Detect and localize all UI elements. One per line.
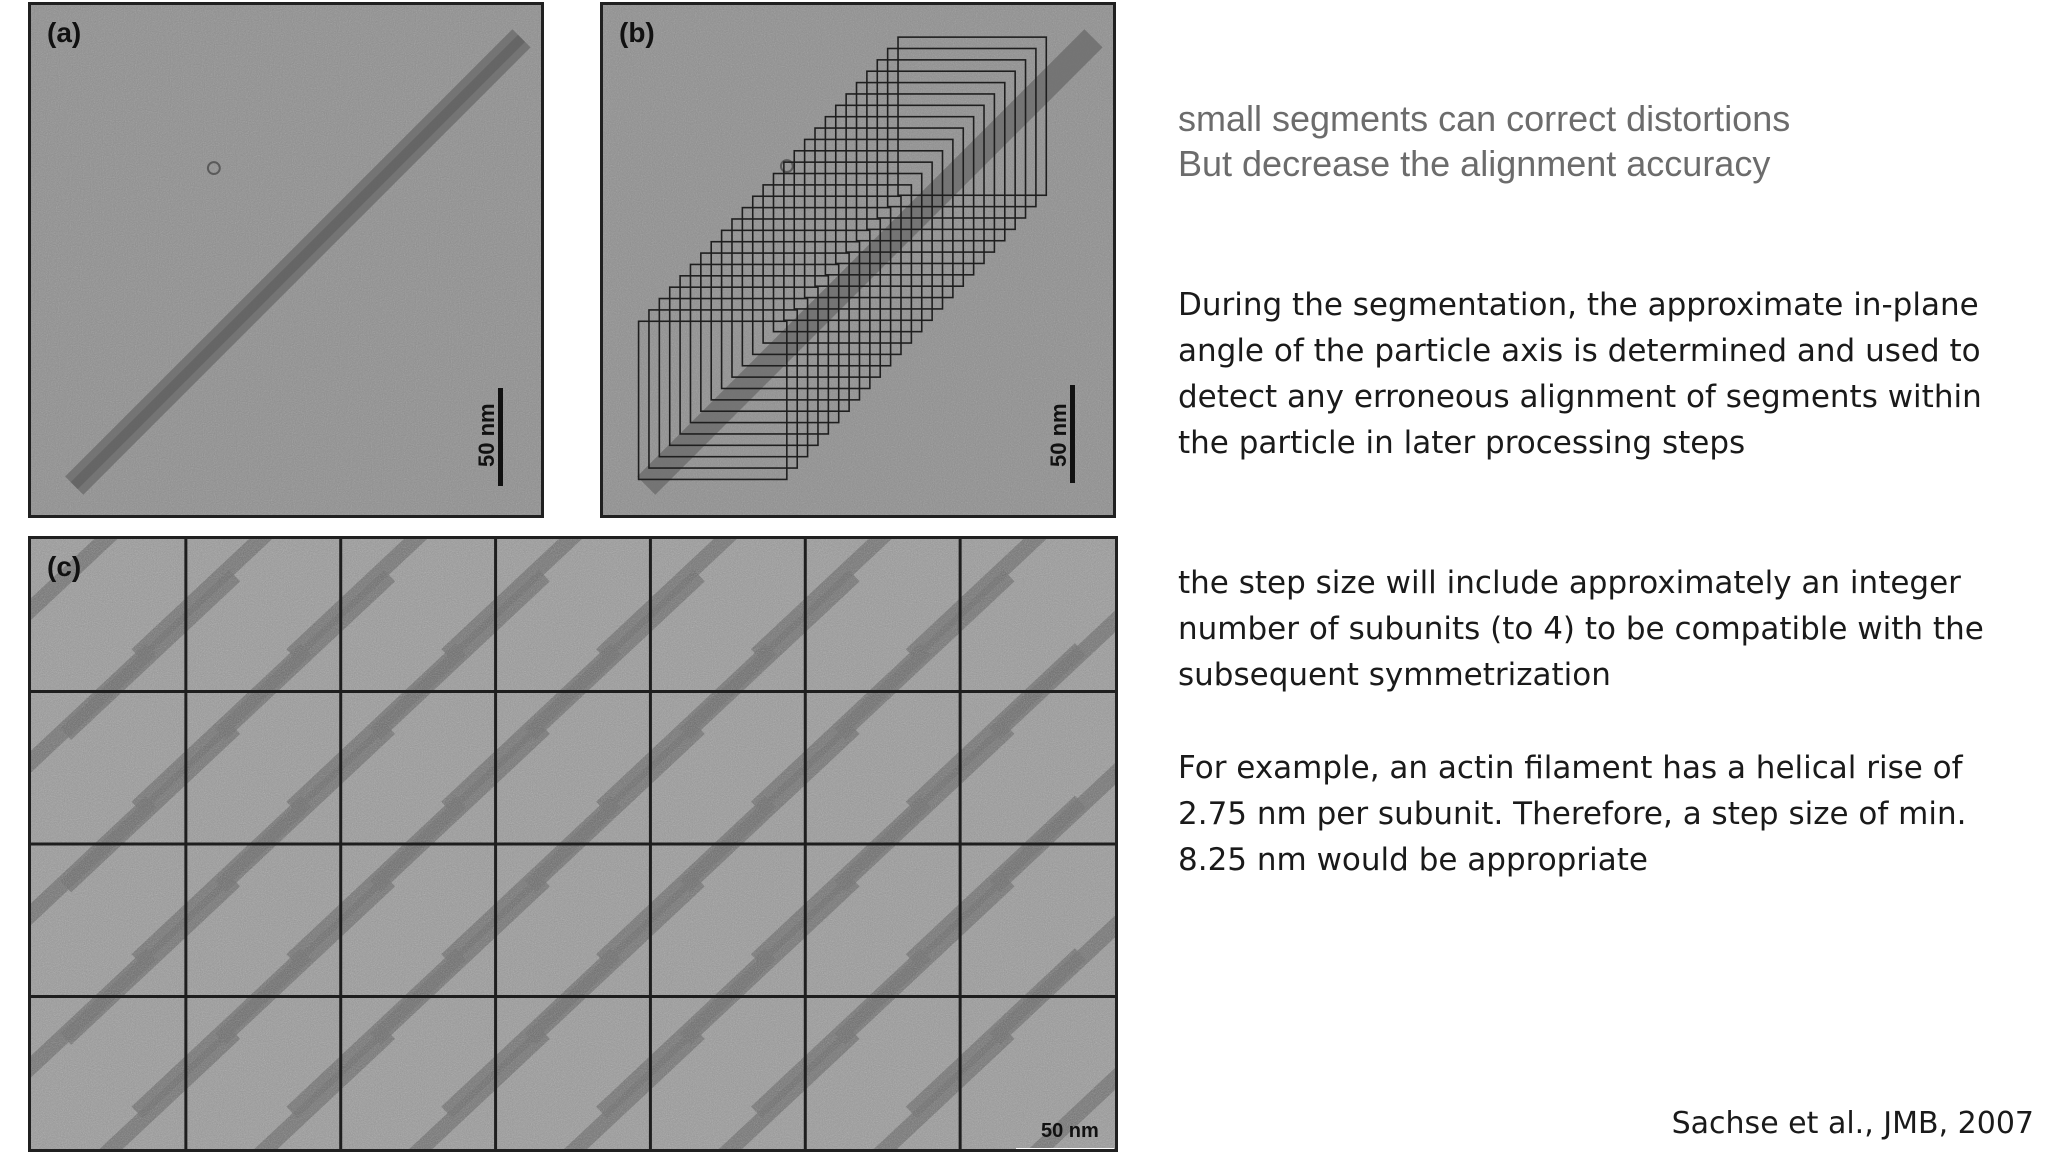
paragraph-step-size: the step size will include approximately an integer number of subunits (to 4) to be compatible with the subsequent symmetrization [1178,565,1984,693]
paragraph-segmentation: During the segmentation, the approximate in-plane angle of the particle axis is determined and used to detect any erroneous alignment of segments within the particle in later processing steps [1178,287,1982,461]
segment-gallery [31,539,1115,1149]
panel-label-c: (c) [47,551,82,582]
gray-notes [1178,96,1998,186]
scale-label-a: 50 nm [474,403,499,467]
gray-note-line-1: small segments can correct distortions [1178,98,1791,139]
micrograph-panel-c [28,536,1118,1152]
panel-label-a: (a) [47,17,82,48]
panel-label-b: (b) [619,17,655,48]
citation: Sachse et al., JMB, 2007 [1671,1106,2034,1141]
micrograph-panel-b [600,2,1116,518]
scale-label-b: 50 nm [1046,403,1071,467]
scale-label-c: 50 nm [1041,1120,1099,1142]
micrograph-panel-a [28,2,544,518]
paragraph-actin-example: For example, an actin filament has a helical rise of 2.75 nm per subunit. Therefore, a step size of min. 8.25 nm would be appropriate [1178,750,1967,878]
gray-note-line-2: But decrease the alignment accuracy [1178,143,1771,184]
scale-bar-c [1016,1148,1114,1152]
micrograph-image-b [603,5,1113,515]
micrograph-image-a [31,5,541,515]
